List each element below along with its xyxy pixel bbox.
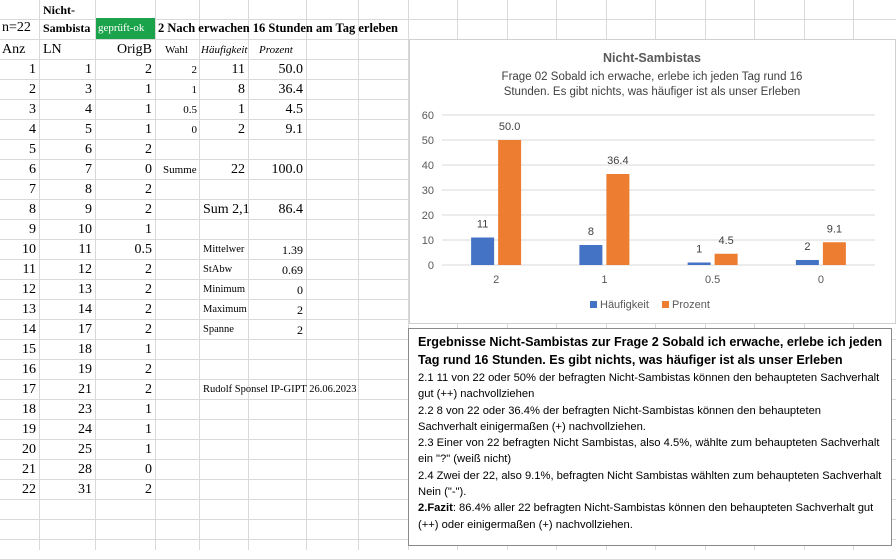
cell-ln: 12 bbox=[78, 262, 92, 277]
bar-prozent bbox=[715, 254, 738, 265]
bar-häufigkeit bbox=[796, 260, 819, 265]
author-line: Rudolf Sponsel IP-GIPT 26.06.2023 bbox=[203, 384, 357, 395]
column-divider bbox=[358, 0, 359, 550]
column-header-wahl: Wahl bbox=[165, 44, 188, 56]
result-item-3: 2.3 Einer von 22 befragten Nicht Sambistas, also 4.5%, wählte zum behaupteten Sachverhalt ein "?" (weiß nicht) bbox=[418, 437, 880, 466]
result-item-4: 2.4 Zwei der 22, also 9.1%, befragten Nicht Sambistas wählten zum behaupteten Sachverhalt Nein ("-"). bbox=[418, 469, 882, 499]
cell-origb: 1 bbox=[145, 222, 152, 237]
cell-anz: 16 bbox=[22, 362, 36, 377]
bar-häufigkeit bbox=[688, 263, 711, 266]
y-tick-label: 20 bbox=[421, 210, 434, 222]
cell-anz: 2 bbox=[29, 82, 36, 97]
cell-ln: 9 bbox=[85, 202, 92, 217]
cell-anz: 12 bbox=[22, 282, 36, 297]
data-label: 8 bbox=[587, 226, 594, 238]
cell-ln: 23 bbox=[78, 402, 92, 417]
cell-anz: 22 bbox=[22, 482, 36, 497]
cell-origb: 1 bbox=[145, 402, 152, 417]
stat-label: Spanne bbox=[203, 324, 234, 335]
cell-anz: 7 bbox=[29, 182, 36, 197]
y-tick-label: 0 bbox=[427, 260, 434, 272]
cell-anz: 1 bbox=[29, 62, 36, 77]
column-header-haeufigkeit: Häufigkeit bbox=[201, 44, 248, 56]
freq-haeufigkeit: 1 bbox=[238, 102, 245, 117]
freq-prozent: 4.5 bbox=[285, 102, 303, 117]
group-label-top: Nicht- bbox=[43, 3, 75, 17]
cell-ln: 14 bbox=[78, 302, 92, 317]
cell-origb: 2 bbox=[145, 262, 152, 277]
data-label: 50.0 bbox=[498, 121, 521, 133]
cell-ln: 28 bbox=[78, 462, 92, 477]
x-tick-label: 2 bbox=[493, 274, 500, 286]
cell-anz: 4 bbox=[29, 122, 36, 137]
cell-origb: 2 bbox=[145, 362, 152, 377]
cell-ln: 13 bbox=[78, 282, 92, 297]
cell-anz: 9 bbox=[29, 222, 36, 237]
conclusion-label: 2.Fazit bbox=[418, 502, 453, 515]
cell-anz: 6 bbox=[29, 162, 36, 177]
legend-label: Häufigkeit bbox=[600, 299, 649, 311]
cell-ln: 17 bbox=[78, 322, 92, 337]
cell-anz: 8 bbox=[29, 202, 36, 217]
legend-swatch bbox=[662, 301, 669, 308]
y-tick-label: 50 bbox=[421, 135, 434, 147]
freq-haeufigkeit: 2 bbox=[238, 122, 245, 137]
stat-value: 2 bbox=[297, 323, 303, 337]
chart-canvas bbox=[410, 40, 895, 323]
results-textbox[interactable] bbox=[408, 328, 892, 546]
results-title: Ergebnisse Nicht-Sambistas zur Frage 2 Sobald ich erwache, erlebe ich jeden Tag rund 16 Stunden. Es gibt nichts, was häufiger ist als unser Erleben bbox=[418, 335, 883, 367]
freq-prozent: 50.0 bbox=[278, 62, 303, 77]
cell-anz: 15 bbox=[22, 342, 36, 357]
bar-chart[interactable] bbox=[409, 39, 896, 324]
freq-wahl: 2 bbox=[191, 64, 197, 76]
chart-title: Nicht-Sambistas bbox=[603, 51, 701, 65]
question-title: 2 Nach erwachen 16 Stunden am Tag erleben bbox=[158, 21, 398, 35]
stat-value: 1.39 bbox=[282, 243, 303, 257]
column-divider bbox=[306, 0, 307, 550]
data-label: 4.5 bbox=[718, 234, 734, 247]
x-tick-label: 0.5 bbox=[704, 274, 721, 286]
cell-ln: 6 bbox=[85, 142, 92, 157]
sum21-label: Sum 2,1 bbox=[203, 202, 250, 217]
legend-swatch bbox=[590, 301, 597, 308]
stat-value: 2 bbox=[297, 303, 303, 317]
cell-origb: 2 bbox=[145, 62, 152, 77]
sum21-value: 86.4 bbox=[278, 202, 303, 217]
cell-ln: 4 bbox=[85, 102, 92, 117]
freq-prozent: 9.1 bbox=[285, 122, 303, 137]
data-label: 9.1 bbox=[826, 223, 843, 236]
chart-subtitle-line-1: Frage 02 Sobald ich erwache, erlebe ich jeden Tag rund 16 bbox=[501, 71, 803, 83]
stat-label: Minimum bbox=[203, 284, 246, 295]
stat-value: 0 bbox=[297, 283, 303, 297]
cell-anz: 21 bbox=[22, 462, 36, 477]
stat-label: StAbw bbox=[203, 264, 233, 275]
data-label: 2 bbox=[804, 241, 811, 253]
cell-ln: 1 bbox=[85, 62, 92, 77]
freq-prozent: 36.4 bbox=[278, 82, 303, 97]
y-tick-label: 60 bbox=[421, 110, 434, 122]
legend-label: Prozent bbox=[672, 299, 710, 311]
freq-wahl: 0 bbox=[191, 124, 197, 136]
cell-origb: 0.5 bbox=[134, 242, 152, 257]
cell-origb: 2 bbox=[145, 182, 152, 197]
cell-ln: 25 bbox=[78, 442, 92, 457]
result-item-1: 2.1 11 von 22 oder 50% der befragten Nicht-Sambistas können den behaupteten Sachverhalt gut (++) nachvollziehen bbox=[418, 372, 880, 401]
cell-ln: 19 bbox=[78, 362, 92, 377]
cell-origb: 2 bbox=[145, 282, 152, 297]
bar-häufigkeit bbox=[471, 238, 494, 266]
cell-origb: 1 bbox=[145, 422, 152, 437]
cell-ln: 5 bbox=[85, 122, 92, 137]
cell-origb: 2 bbox=[145, 202, 152, 217]
cell-anz: 14 bbox=[22, 322, 36, 337]
stat-label: Mittelwer bbox=[203, 244, 245, 255]
data-label: 11 bbox=[476, 218, 489, 231]
sample-size-label: n=22 bbox=[2, 20, 31, 35]
cell-anz: 20 bbox=[22, 442, 36, 457]
cell-anz: 17 bbox=[22, 382, 36, 397]
summe-label: Summe bbox=[163, 164, 197, 176]
group-label-bottom: Sambista bbox=[43, 21, 91, 35]
cell-origb: 1 bbox=[145, 442, 152, 457]
freq-wahl: 1 bbox=[191, 84, 197, 96]
cell-ln: 11 bbox=[78, 242, 92, 257]
freq-haeufigkeit: 11 bbox=[231, 62, 245, 77]
bar-prozent bbox=[498, 140, 521, 265]
cell-anz: 5 bbox=[29, 142, 36, 157]
column-header-ln: LN bbox=[43, 42, 62, 57]
stat-value: 0.69 bbox=[282, 263, 303, 277]
cell-origb: 2 bbox=[145, 482, 152, 497]
cell-ln: 7 bbox=[85, 162, 92, 177]
cell-ln: 18 bbox=[78, 342, 92, 357]
cell-ln: 21 bbox=[78, 382, 92, 397]
cell-origb: 1 bbox=[145, 102, 152, 117]
y-tick-label: 30 bbox=[421, 185, 434, 197]
bar-prozent bbox=[823, 242, 846, 265]
cell-origb: 2 bbox=[145, 382, 152, 397]
conclusion-text: : 86.4% aller 22 befragten Nicht-Sambistas können den behaupteten Sachverhalt gut (++) oder einigermaßen (+) nachvollziehen. bbox=[418, 502, 874, 531]
stat-label: Maximum bbox=[203, 304, 247, 315]
check-status-badge: geprüft-ok bbox=[96, 18, 155, 39]
cell-ln: 10 bbox=[78, 222, 92, 237]
bar-prozent bbox=[606, 174, 629, 265]
cell-anz: 19 bbox=[22, 422, 36, 437]
cell-origb: 1 bbox=[145, 122, 152, 137]
data-label: 1 bbox=[696, 243, 703, 256]
freq-wahl: 0.5 bbox=[183, 104, 197, 116]
x-tick-label: 0 bbox=[817, 274, 824, 286]
cell-ln: 24 bbox=[78, 422, 92, 437]
bar-häufigkeit bbox=[579, 245, 602, 265]
data-label: 36.4 bbox=[607, 155, 629, 167]
summe-count: 22 bbox=[231, 162, 245, 177]
freq-haeufigkeit: 8 bbox=[238, 82, 245, 97]
cell-anz: 13 bbox=[22, 302, 36, 317]
column-header-anz: Anz bbox=[2, 42, 26, 57]
column-header-origb: OrigB bbox=[117, 42, 152, 57]
y-tick-label: 10 bbox=[421, 235, 434, 247]
summe-percent: 100.0 bbox=[271, 162, 303, 177]
cell-origb: 2 bbox=[145, 322, 152, 337]
cell-anz: 18 bbox=[22, 402, 36, 417]
cell-origb: 1 bbox=[145, 82, 152, 97]
cell-ln: 8 bbox=[85, 182, 92, 197]
cell-origb: 1 bbox=[145, 342, 152, 357]
x-tick-label: 1 bbox=[601, 274, 608, 286]
cell-anz: 3 bbox=[29, 102, 36, 117]
result-item-2: 2.2 8 von 22 oder 36.4% der befragten Nicht-Sambistas können den behaupteten Sachverhalt einigermaßen (+) nachvollziehen. bbox=[418, 404, 822, 433]
cell-anz: 10 bbox=[22, 242, 36, 257]
cell-anz: 11 bbox=[22, 262, 36, 277]
cell-origb: 0 bbox=[145, 162, 152, 177]
y-tick-label: 40 bbox=[421, 160, 434, 172]
cell-ln: 3 bbox=[85, 82, 92, 97]
cell-origb: 2 bbox=[145, 302, 152, 317]
cell-ln: 31 bbox=[78, 482, 92, 497]
result-conclusion bbox=[418, 500, 883, 533]
column-header-prozent: Prozent bbox=[259, 44, 293, 56]
cell-origb: 0 bbox=[145, 462, 152, 477]
chart-subtitle-line-2: Stunden. Es gibt nichts, was häufiger ist als unser Erleben bbox=[503, 86, 801, 98]
cell-origb: 2 bbox=[145, 142, 152, 157]
